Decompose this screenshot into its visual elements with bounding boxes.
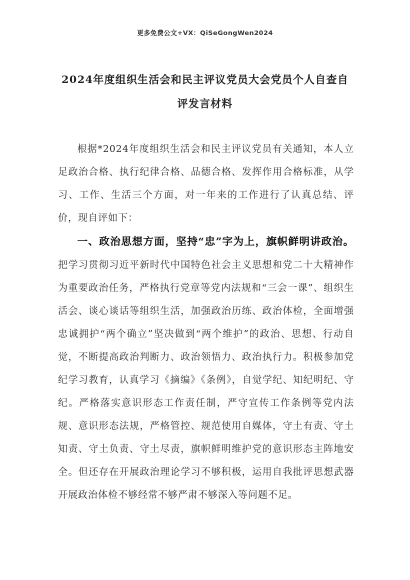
section-1-paragraph <box>58 231 354 507</box>
header-promo-note: 更多免费公文+VX：QiSeGongWen2024 <box>137 29 273 37</box>
section-1-heading: 一、政治思想方面，坚持“忠”字为上，旗帜鲜明讲政治。 <box>77 236 354 248</box>
intro-paragraph: 根据*2024年度组织生活会和民主评议党员有关通知，本人立足政治合格、执行纪律合格、品德合格、发挥作用合格标准，从学习、工作、生活三个方面，对一年来的工作进行了认真总结、评价，现自评如下： <box>58 144 354 224</box>
document-title: 2024年度组织生活会和民主评议党员大会党员个人自查自评发言材料 <box>61 74 349 110</box>
section-1-text: 把学习贯彻习近平新时代中国特色社会主义思想和党二十大精神作为重要政治任务，严格执行党章等党内法规和“三会一课”、组织生活会、谈心谈话等组织生活，加强政治历练、政治体检，全面增强忠诚拥护“两个确立”坚决做到“两个维护”的政治、思想、行动自觉，不断提高政治判断力、政治领悟力、政治执行力。积极参加党纪学习教育，认真学习《摘编》《条例》，自觉学纪、知纪明纪、守纪。严格落实意识形态工作责任制，严守宣传工作条例等党内法规、意识形态法规，严格管控、规范使用自媒体，守土有责、守土知责、守土负责、守土尽责，旗帜鲜明维护党的意识形态主阵地安全。但还存在开展政治理论学习不够积极，运用自我批评思想武器开展政治体检不够经常不够严肃不够深入等问题不足。 <box>58 260 354 501</box>
